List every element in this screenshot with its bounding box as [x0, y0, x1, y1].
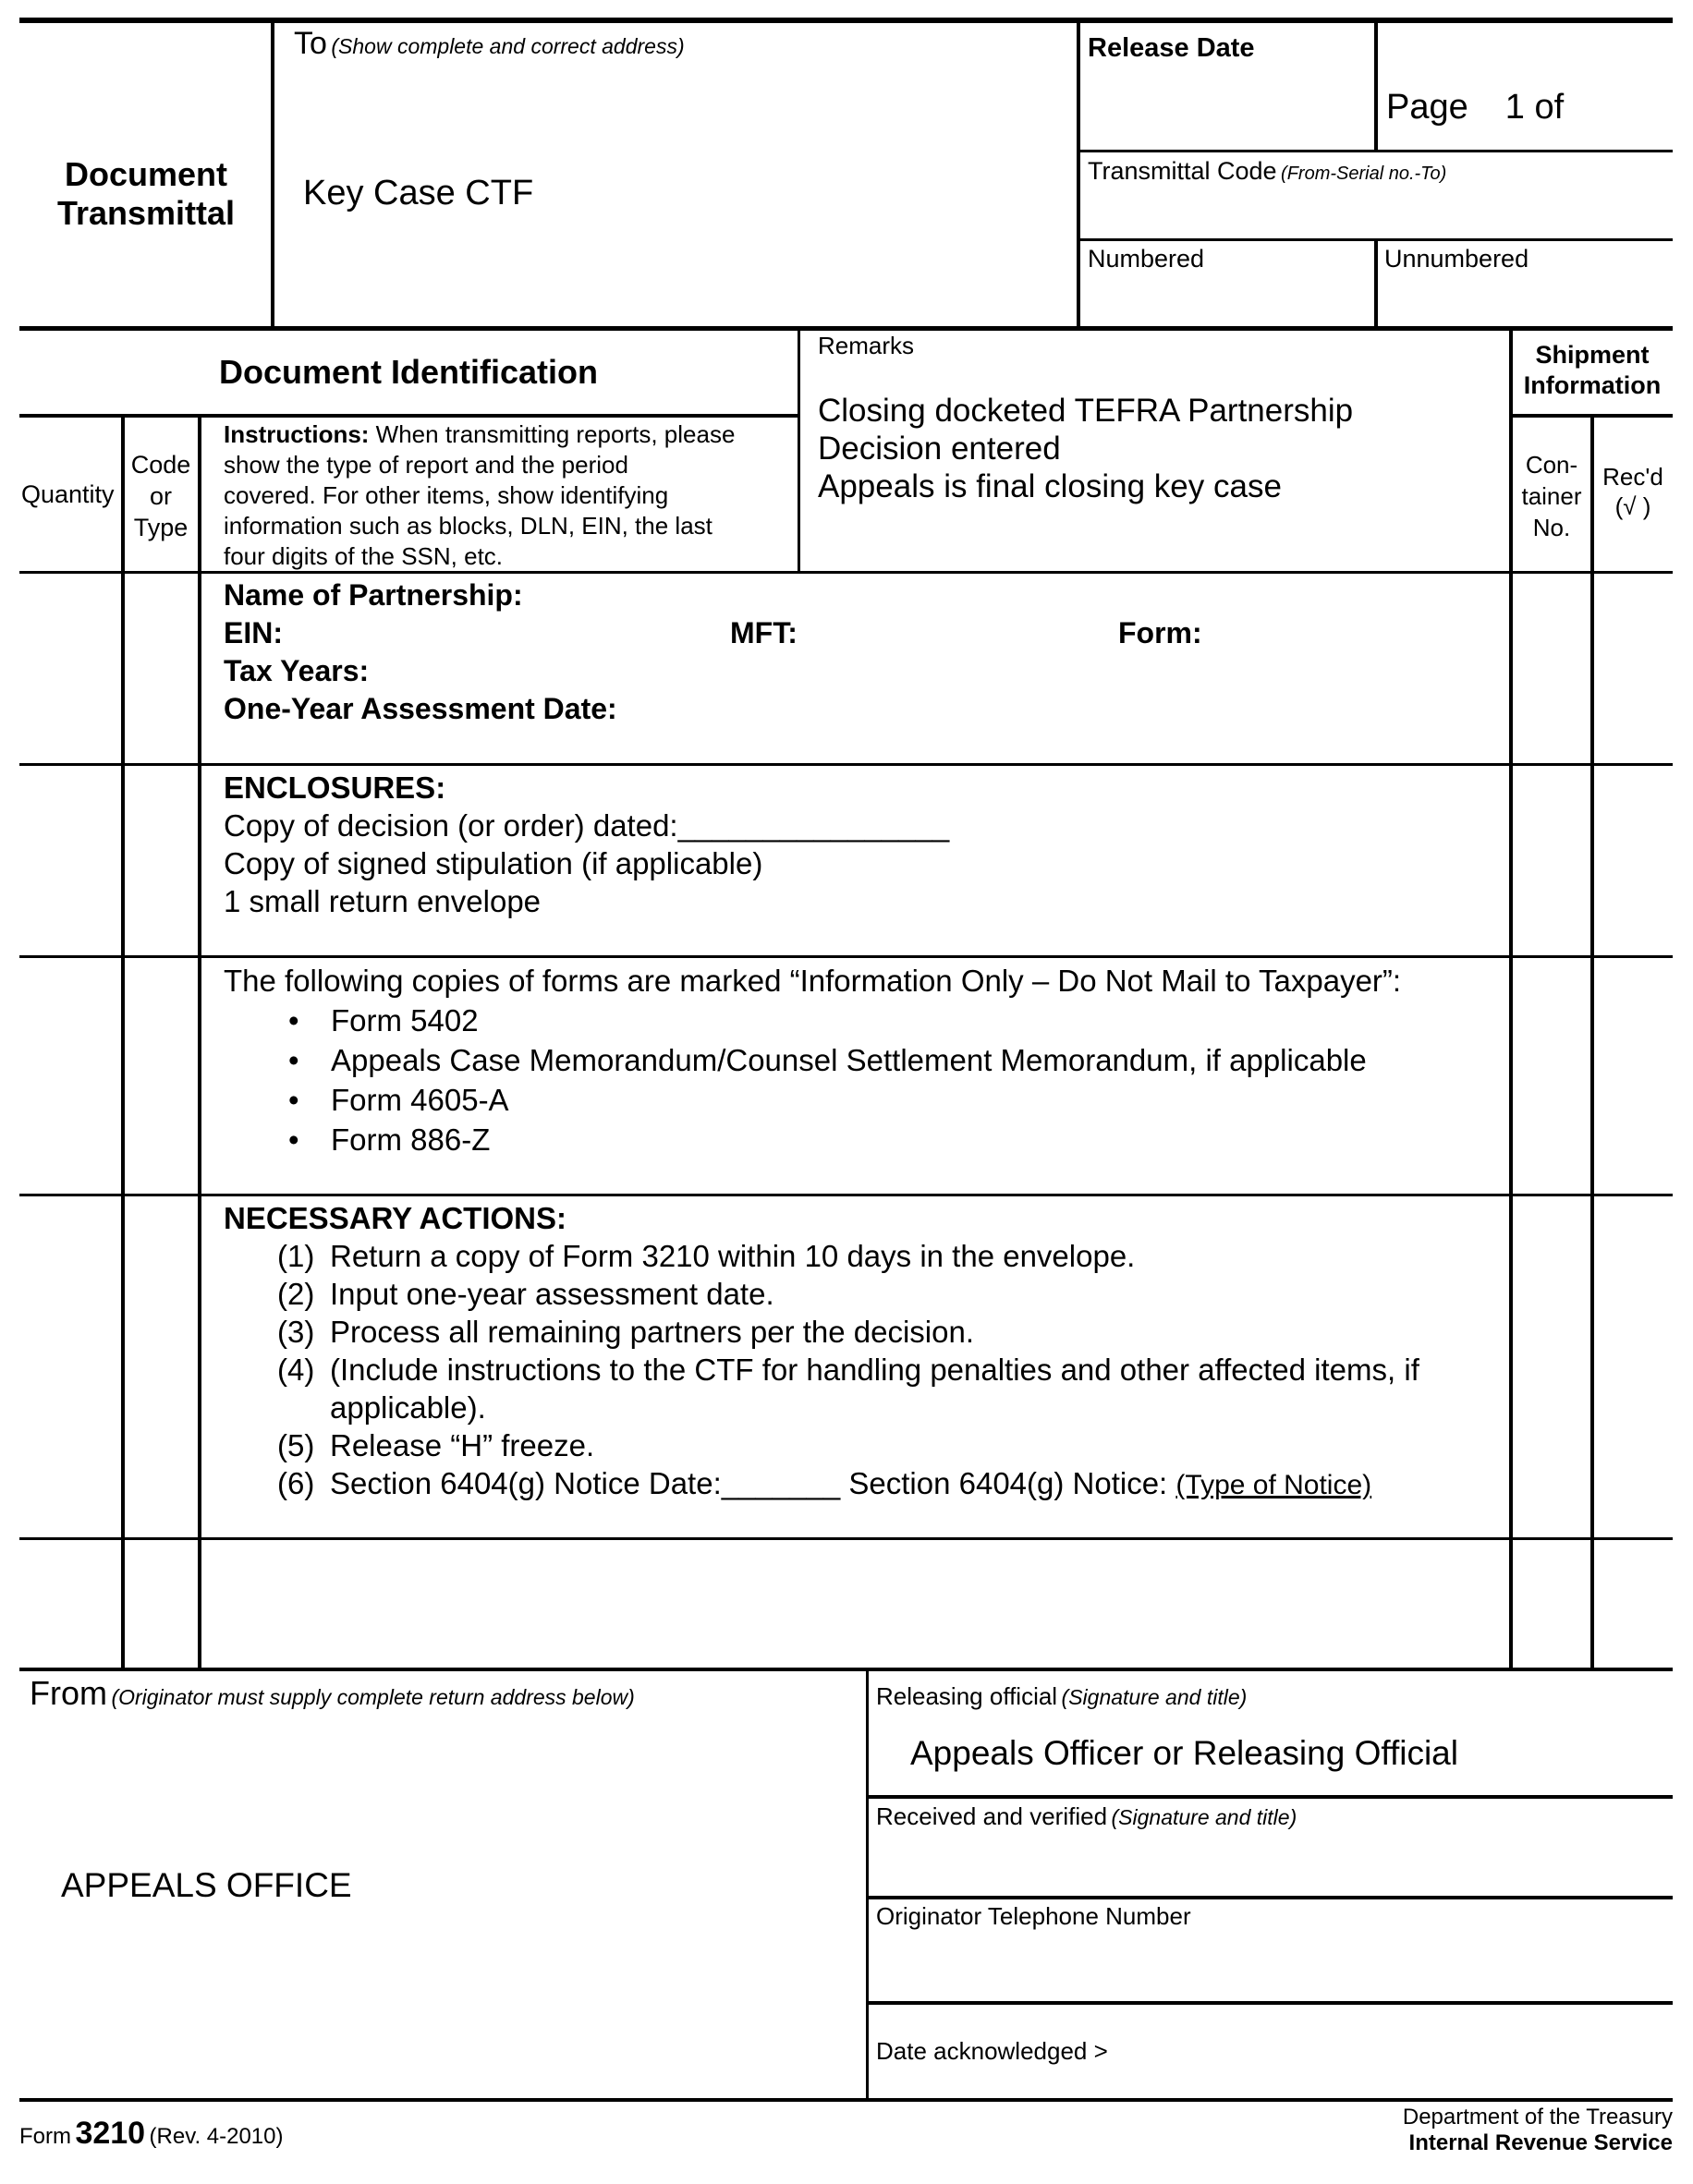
divider — [868, 2001, 1673, 2005]
to-label-row — [294, 26, 685, 62]
bullet-icon: • — [288, 1122, 299, 1157]
transmittal-code-hint: (From-Serial no.-To) — [1281, 164, 1447, 184]
info-only-intro: The following copies of forms are marked “Information Only – Do Not Mail to Taxpayer”: — [224, 964, 1402, 998]
action-item: (4) (Include instructions to the CTF for handling penalties and other affected items, if — [277, 1353, 1419, 1387]
instructions-text: Instructions: When transmitting reports, please show the type of report and the period covered. For other items, show identifying information such as blocks, DLN, EIN, the last four digits of the SSN, etc. — [224, 420, 736, 570]
telephone-field[interactable]: Originator Telephone Number — [876, 1902, 1191, 1930]
divider — [1511, 414, 1673, 418]
divider — [19, 955, 1673, 958]
actions-block — [224, 1199, 1419, 1504]
col-code-type-header: Code or Type — [130, 451, 191, 541]
form-number-footer: Form 3210 (Rev. 4-2010) — [19, 2116, 284, 2151]
top-rule — [19, 18, 1673, 23]
remarks-line: Appeals is final closing key case — [818, 468, 1282, 504]
to-hint: (Show complete and correct address) — [331, 34, 685, 58]
form-title-line2: Transmittal — [56, 194, 236, 232]
mft-label: MFT: — [730, 616, 798, 649]
action-item: (5) Release “H” freeze. — [277, 1428, 595, 1462]
divider — [19, 326, 1673, 331]
remarks-field[interactable] — [818, 392, 1353, 505]
form-revision: (Rev. 4-2010) — [149, 2124, 284, 2149]
list-item: • Form 5402 — [224, 1001, 1401, 1040]
divider — [19, 1194, 1673, 1196]
action-item: (1) Return a copy of Form 3210 within 10 days in the envelope. — [277, 1239, 1136, 1273]
shipment-info-header: Shipment Information — [1523, 341, 1662, 399]
remarks-line: Closing docketed TEFRA Partnership — [818, 393, 1354, 429]
remarks-line: Decision entered — [818, 431, 1061, 467]
form-label: Form: — [1118, 616, 1202, 649]
col-container-header: Con- tainer No. — [1521, 451, 1582, 541]
from-hint: (Originator must supply complete return address below) — [111, 1685, 635, 1709]
divider — [19, 763, 1673, 766]
form-title-line1: Document — [64, 155, 227, 193]
divider — [1078, 150, 1673, 152]
action-item: applicable). — [330, 1390, 486, 1425]
agency-footer — [1403, 2105, 1673, 2156]
to-address-field[interactable]: Key Case CTF — [303, 174, 534, 212]
divider — [121, 416, 125, 1670]
from-address-field[interactable]: APPEALS OFFICE — [61, 1866, 352, 1904]
divider — [19, 414, 799, 418]
form-number: 3210 — [75, 2116, 146, 2151]
page-value: 1 of — [1504, 88, 1565, 127]
transmittal-code-label[interactable]: Transmittal Code (From-Serial no.-To) — [1088, 157, 1447, 185]
enclosure-item: Copy of decision (or order) dated:________________ — [224, 808, 950, 843]
divider — [1590, 415, 1594, 1670]
department-name: Department of the Treasury — [1402, 2105, 1673, 2129]
date-acknowledged-field[interactable]: Date acknowledged > — [876, 2037, 1108, 2065]
instructions-label: Instructions: — [224, 420, 370, 448]
releasing-official-label: Releasing official (Signature and title) — [876, 1682, 1248, 1710]
divider — [868, 1795, 1673, 1799]
numbered-field[interactable]: Numbered — [1088, 245, 1205, 273]
col-quantity-header: Quantity — [21, 480, 115, 508]
release-date-label: Release Date — [1088, 33, 1255, 63]
actions-title: NECESSARY ACTIONS: — [224, 1201, 566, 1235]
form-title — [20, 155, 272, 233]
from-label-row — [30, 1674, 635, 1712]
bullet-icon: • — [288, 1083, 299, 1117]
enclosure-item: Copy of signed stipulation (if applicable) — [224, 846, 763, 880]
enclosures-title: ENCLOSURES: — [224, 770, 446, 805]
divider — [1374, 20, 1378, 152]
partnership-block — [224, 576, 1202, 728]
action-item: (3) Process all remaining partners per the decision. — [277, 1315, 975, 1349]
notice-type-field[interactable]: (Type of Notice) — [1175, 1470, 1372, 1500]
divider — [866, 1669, 869, 2100]
releasing-official-field[interactable]: Appeals Officer or Releasing Official — [910, 1734, 1458, 1772]
assessment-date-label: One-Year Assessment Date: — [224, 692, 617, 725]
ein-label: EIN: — [224, 616, 283, 649]
to-label: To — [294, 26, 327, 61]
list-item: • Form 886-Z — [224, 1120, 1401, 1159]
list-item: • Appeals Case Memorandum/Counsel Settlement Memorandum, if applicable — [224, 1040, 1401, 1080]
received-verified-field[interactable]: Received and verified (Signature and title) — [876, 1802, 1297, 1830]
divider — [19, 1537, 1673, 1540]
info-only-block — [224, 961, 1401, 1159]
from-label: From — [30, 1674, 107, 1712]
divider — [1374, 240, 1378, 329]
divider — [198, 416, 201, 1670]
partnership-name-label: Name of Partnership: — [224, 578, 523, 612]
bullet-icon: • — [288, 1043, 299, 1077]
divider — [798, 329, 800, 574]
page-label: Page — [1386, 88, 1468, 127]
tax-years-label: Tax Years: — [224, 654, 370, 687]
bottom-rule — [19, 2098, 1673, 2102]
enclosure-item: 1 small return envelope — [224, 884, 542, 918]
col-received-header: Rec'd (√ ) — [1593, 462, 1673, 521]
action-item: (2) Input one-year assessment date. — [277, 1277, 774, 1311]
agency-name: Internal Revenue Service — [1408, 2130, 1673, 2155]
remarks-label: Remarks — [818, 332, 915, 359]
enclosures-block — [224, 769, 949, 920]
divider — [19, 1668, 1673, 1671]
bullet-icon: • — [288, 1003, 299, 1037]
divider — [868, 1896, 1673, 1899]
unnumbered-field[interactable]: Unnumbered — [1384, 245, 1529, 273]
list-item: • Form 4605-A — [224, 1080, 1401, 1120]
divider — [1078, 238, 1673, 241]
divider — [1077, 20, 1080, 329]
checkmark-icon: (√ ) — [1614, 492, 1651, 520]
doc-id-title: Document Identification — [218, 353, 598, 391]
page-indicator — [1386, 88, 1564, 128]
action-item: (6) Section 6404(g) Notice Date:_______ Section 6404(g) Notice: (Type of Notice) — [277, 1466, 1372, 1500]
